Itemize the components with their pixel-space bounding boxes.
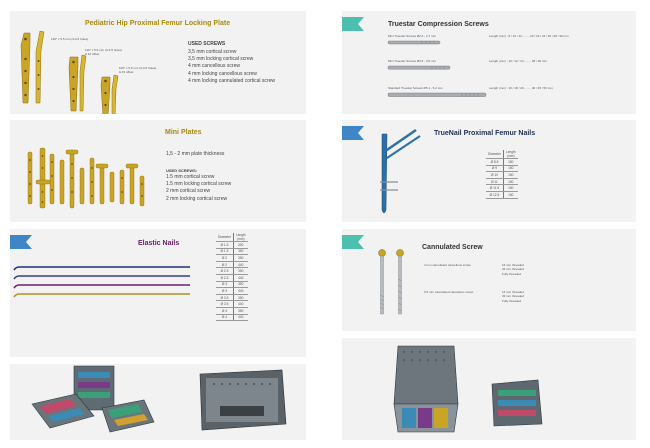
mini-screw-item: 1.5 mm locking cortical screw [166, 181, 232, 188]
table-cell: 150 [503, 191, 517, 198]
cannulated-screws-image [342, 229, 636, 331]
instrument-cases-image [10, 364, 306, 440]
hip-screws-heading: USED SCREWS [188, 41, 226, 47]
table-row [486, 159, 518, 166]
table-cell: 150 [503, 172, 517, 179]
table-cell: 300 [233, 242, 247, 249]
column-header: Diameter [216, 233, 233, 242]
table-cell: Ø 2.5 [216, 268, 233, 275]
table-cell: 440 [233, 261, 247, 268]
cannulated-panel [342, 229, 636, 331]
table-row [216, 294, 248, 301]
table-row [486, 185, 518, 192]
table-cell: Ø 3.5 [216, 294, 233, 301]
table-cell: 150 [503, 159, 517, 166]
table-cell: 350 [233, 307, 247, 314]
table-cell: Ø 2.5 [216, 274, 233, 281]
table-cell: Ø 4 [216, 307, 233, 314]
truestar-row-3-name: Standard Truestar Screws Ø5,1 - 5,2 mm [388, 86, 443, 90]
mini-screw-item: 2 mm cortical screw [166, 188, 211, 195]
table-row [486, 172, 518, 179]
spec-line: 16 mm threaded [502, 290, 524, 294]
truestar-row-2-name: Mini Truestar Screws Ø3,5 - 3,5 mm [388, 59, 437, 63]
truestar-row-2-lengths: Length (mm) : 10 / 12 / 14......... 28 / 30 mm [489, 59, 547, 63]
table-cell: 150 [503, 178, 517, 185]
table-cell: 150 [503, 185, 517, 192]
hip-screw-item: 4 mm locking cancellous screw [188, 70, 257, 77]
table-cell: 350 [233, 294, 247, 301]
column-header: Diameter [486, 150, 503, 159]
cannulated-row-1-name: 4 mm cannulated cancellous screw [424, 263, 471, 267]
mini-plates-panel [10, 120, 306, 222]
cannulated-title: Cannulated Screw [422, 244, 483, 251]
table-cell: Ø 11.5 [486, 185, 503, 192]
truestar-row-3-lengths: Length (mm) : 16 / 18 / 20......... 40 / 45 / 50 mm [489, 86, 553, 90]
table-row [216, 288, 248, 295]
hip-screw-item: 3,5 mm cortical screw [188, 49, 237, 55]
table-row [216, 255, 248, 262]
truenail-table [486, 150, 518, 199]
mini-screws-list [166, 174, 231, 203]
table-cell: Ø 8.5 [486, 159, 503, 166]
spec-line: Fully threaded [502, 298, 522, 303]
table-cell: 150 [503, 165, 517, 172]
cannulated-row-2-name: 6.5 mm cannulated cancellous screw [424, 290, 474, 294]
instrument-sets-photo-left [10, 364, 306, 440]
spec-line: 16 mm threaded [502, 263, 524, 267]
table-row [216, 268, 248, 275]
mini-plates-image [10, 120, 306, 222]
cannulated-row-1-specs [502, 263, 524, 276]
table-row [216, 301, 248, 308]
hip-plate-title: Pediatric Hip Proximal Femur Locking Plate [85, 20, 231, 27]
elastic-nails-table [216, 233, 248, 321]
table-cell: 440 [233, 288, 247, 295]
mini-screw-item: 1.5 mm cortical screw [166, 174, 215, 180]
hip-spec-1: 130° x 5.5 mm (3-4-5 holes) [51, 37, 89, 41]
table-cell: 350 [233, 268, 247, 275]
table-row [216, 261, 248, 268]
hip-spec-2: 110° x 5.5 mm (3-4-5 holes) & 10 offset [85, 48, 122, 56]
table-cell: 350 [233, 281, 247, 288]
table-cell: Ø 11 [486, 178, 503, 185]
spec-line: 32 mm threaded [502, 267, 524, 272]
table-row [216, 281, 248, 288]
table-cell: Ø 1.5 [216, 242, 233, 249]
mini-thickness: 1,5 - 2 mm plate thickness [166, 151, 225, 157]
elastic-nails-title: Elastic Nails [138, 240, 180, 247]
hip-screw-item: 4 mm locking cannulated cortical screw [188, 77, 275, 84]
hip-screw-item: 3,5 mm locking cortical screw [188, 56, 254, 63]
table-row [216, 248, 248, 255]
table-row [486, 178, 518, 185]
table-cell: Ø 9 [486, 165, 503, 172]
truenail-title: TrueNail Proximal Femur Nails [434, 130, 536, 137]
table-cell: Ø 3 [216, 288, 233, 295]
table-cell: 440 [233, 274, 247, 281]
elastic-nails-panel [10, 229, 306, 357]
table-cell: Ø 2 [216, 255, 233, 262]
column-header: Length (mm) [503, 150, 517, 159]
truenail-panel [342, 120, 636, 222]
hip-screw-item: 4 mm cancellous screw [188, 63, 240, 70]
table-cell: 350 [233, 248, 247, 255]
table-cell: Ø 1.5 [216, 248, 233, 255]
truestar-panel [342, 11, 636, 114]
table-cell: Ø 10 [486, 172, 503, 179]
cannulated-row-2-specs [502, 290, 524, 303]
table-row [216, 307, 248, 314]
instrument-cases-image [342, 338, 636, 440]
hip-screws-list [188, 49, 275, 85]
table-cell: 350 [233, 255, 247, 262]
elastic-nails-image [10, 229, 306, 357]
table-cell: Ø 3 [216, 281, 233, 288]
truestar-row-1-name: Mini Truestar Screws Ø2,4 - 2,7 mm [388, 34, 437, 38]
spec-line: 32 mm threaded [502, 294, 524, 299]
table-row [486, 165, 518, 172]
table-cell: 440 [233, 314, 247, 321]
table-cell: Ø 2 [216, 261, 233, 268]
table-cell: Ø 3.5 [216, 301, 233, 308]
table-cell: Ø 12.5 [486, 191, 503, 198]
spec-line: Fully threaded [502, 271, 522, 276]
hip-spec-3: 100° x 5.5 mm (3-4-5 holes) & 15 offset [119, 66, 157, 74]
mini-screws-heading: USED SCREWS: [166, 168, 198, 173]
truestar-screws-image [342, 11, 636, 114]
table-row [486, 191, 518, 198]
table-row [216, 242, 248, 249]
column-header: Length (mm) [233, 233, 247, 242]
truestar-row-1-lengths: Length (mm) : 8 / 10 / 12......... 20 / 22 / 24 / 26 / 28 / 30 mm [489, 34, 569, 38]
table-row [216, 274, 248, 281]
hip-plate-panel [10, 11, 306, 114]
mini-screw-item: 2 mm locking cortical screw [166, 195, 228, 202]
table-cell: Ø 4 [216, 314, 233, 321]
table-cell: 440 [233, 301, 247, 308]
table-row [216, 314, 248, 321]
instrument-sets-photo-right [342, 338, 636, 440]
truestar-title: Truestar Compression Screws [388, 21, 489, 28]
mini-plates-title: Mini Plates [165, 129, 202, 136]
